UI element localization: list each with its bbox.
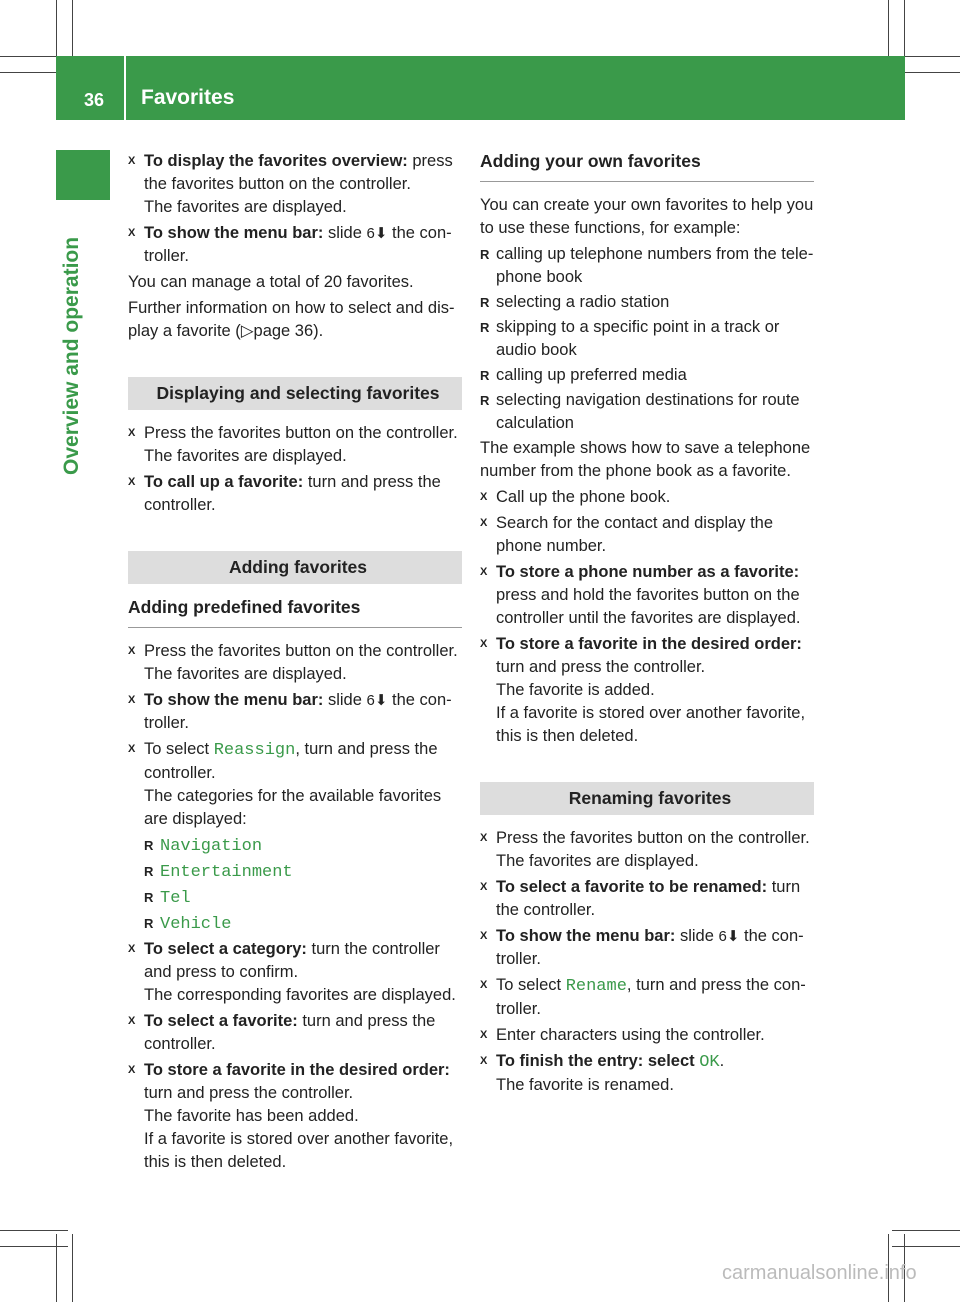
page-ref-icon: ▷ bbox=[240, 322, 254, 340]
section-title: Adding favorites bbox=[128, 551, 462, 584]
crop-mark bbox=[72, 1234, 73, 1302]
step-label: To call up a favorite: bbox=[144, 473, 304, 491]
arrow-icon: X bbox=[480, 930, 488, 942]
bullet-icon: R bbox=[144, 916, 154, 931]
subsection-title: Adding predefined favorites bbox=[128, 596, 462, 628]
step-result: The favorites are displayed. bbox=[496, 852, 699, 870]
step-label: To select a favorite: bbox=[144, 1012, 298, 1030]
menu-item-reassign: Reassign bbox=[213, 741, 296, 760]
paragraph: The example shows how to save a telephone number from the phone book as a favorite. bbox=[480, 439, 811, 480]
instruction-step bbox=[480, 633, 814, 748]
step-label: To show the menu bar: bbox=[496, 927, 676, 945]
menu-item-rename: Rename bbox=[565, 977, 627, 996]
crop-mark bbox=[0, 1246, 68, 1247]
bullet-icon: R bbox=[480, 368, 490, 383]
step-text: Enter characters using the controller. bbox=[496, 1026, 765, 1044]
controller-slide-icon: 6⬇ bbox=[718, 928, 740, 945]
instruction-step bbox=[128, 738, 462, 831]
step-text: Call up the phone book. bbox=[496, 488, 671, 506]
arrow-icon: X bbox=[480, 638, 488, 650]
arrow-icon: X bbox=[128, 476, 136, 488]
step-text: turn and press the controller. bbox=[144, 1084, 354, 1102]
page-title: Favorites bbox=[141, 86, 235, 109]
arrow-icon: X bbox=[128, 1064, 136, 1076]
menu-item-ok: OK bbox=[699, 1053, 720, 1072]
list-item-text: selecting a radio station bbox=[496, 293, 670, 311]
chapter-label: Overview and operation bbox=[60, 236, 83, 475]
arrow-icon: X bbox=[480, 1055, 488, 1067]
arrow-icon: X bbox=[480, 832, 488, 844]
list-item-text: selecting navigation destinations for route calculation bbox=[496, 391, 800, 432]
step-label: To select a category: bbox=[144, 940, 307, 958]
header-divider bbox=[124, 56, 126, 120]
step-label: To store a phone number as a favorite: bbox=[496, 563, 800, 581]
instruction-step bbox=[128, 640, 462, 686]
step-result: The favorite is renamed. bbox=[496, 1076, 674, 1094]
instruction-step bbox=[128, 1059, 462, 1174]
list-item bbox=[128, 912, 462, 936]
instruction-step bbox=[480, 925, 814, 971]
list-item bbox=[480, 389, 814, 435]
list-item bbox=[480, 243, 814, 289]
step-text: slide bbox=[323, 691, 367, 709]
subsection-title: Adding your own favorites bbox=[480, 150, 814, 182]
arrow-icon: X bbox=[480, 1029, 488, 1041]
instruction-step bbox=[128, 422, 462, 468]
list-item bbox=[128, 860, 462, 884]
instruction-step bbox=[480, 827, 814, 873]
category-tel: Tel bbox=[160, 889, 191, 908]
instruction-step bbox=[480, 876, 814, 922]
list-item bbox=[128, 834, 462, 858]
arrow-icon: X bbox=[480, 881, 488, 893]
step-label: To display the favorites overview: bbox=[144, 152, 408, 170]
right-column bbox=[480, 150, 814, 1100]
step-result: The favorites are displayed. bbox=[144, 665, 347, 683]
crop-mark bbox=[56, 1234, 57, 1302]
step-label: To store a favorite in the desired order: bbox=[144, 1061, 450, 1079]
controller-slide-icon: 6⬇ bbox=[366, 225, 388, 242]
step-text: turn and press the controller. bbox=[144, 473, 441, 514]
step-text: press the favorites button on the controller. bbox=[144, 152, 453, 193]
list-item bbox=[480, 364, 814, 387]
instruction-step bbox=[480, 974, 814, 1021]
instruction-step bbox=[128, 150, 462, 219]
step-result: The categories for the available favorites are displayed: bbox=[144, 787, 442, 828]
list-item-text: calling up telephone numbers from the tele-phone book bbox=[496, 245, 814, 286]
instruction-step bbox=[480, 561, 814, 630]
paragraph-text: ). bbox=[313, 322, 324, 340]
step-label: To finish the entry: select bbox=[496, 1052, 700, 1070]
step-text: , turn and press the controller. bbox=[144, 740, 438, 782]
section-title: Renaming favorites bbox=[480, 782, 814, 815]
list-item bbox=[480, 291, 814, 314]
step-label: To store a favorite in the desired order: bbox=[496, 635, 802, 653]
list-item-text: skipping to a specific point in a track or audio book bbox=[496, 318, 780, 359]
arrow-icon: X bbox=[128, 645, 136, 657]
category-vehicle: Vehicle bbox=[160, 915, 232, 934]
step-text: To select bbox=[496, 976, 566, 994]
arrow-icon: X bbox=[128, 227, 136, 239]
step-note: If a favorite is stored over another favorite, this is then deleted. bbox=[496, 704, 806, 745]
instruction-step bbox=[128, 1010, 462, 1056]
left-column bbox=[128, 150, 462, 1177]
step-label: To show the menu bar: bbox=[144, 691, 324, 709]
arrow-icon: X bbox=[128, 694, 136, 706]
bullet-icon: R bbox=[144, 864, 154, 879]
instruction-step bbox=[128, 689, 462, 735]
arrow-icon: X bbox=[480, 566, 488, 578]
step-text: the con-troller. bbox=[496, 927, 804, 968]
crop-mark bbox=[892, 1246, 960, 1247]
list-item bbox=[128, 886, 462, 910]
arrow-icon: X bbox=[480, 979, 488, 991]
bullet-icon: R bbox=[480, 295, 490, 310]
arrow-icon: X bbox=[128, 943, 136, 955]
category-entertainment: Entertainment bbox=[160, 863, 293, 882]
paragraph bbox=[128, 297, 462, 343]
watermark: carmanualsonline.info bbox=[722, 1262, 917, 1284]
bullet-icon: R bbox=[480, 393, 490, 408]
bullet-icon: R bbox=[144, 890, 154, 905]
controller-slide-icon: 6⬇ bbox=[366, 692, 388, 709]
step-result: The favorite is added. bbox=[496, 681, 655, 699]
instruction-step bbox=[128, 222, 462, 268]
section-tab-block bbox=[56, 150, 110, 200]
step-text: Press the favorites button on the controller. bbox=[144, 642, 458, 660]
step-text: press and hold the favorites button on the controller until the favorites are displayed. bbox=[496, 586, 801, 627]
instruction-step bbox=[128, 938, 462, 1007]
paragraph-text: Further information on how to select and dis-play a favorite ( bbox=[128, 299, 455, 340]
category-navigation: Navigation bbox=[160, 837, 263, 856]
page-number: 36 bbox=[84, 90, 105, 110]
bullet-icon: R bbox=[480, 320, 490, 335]
step-text: To select bbox=[144, 740, 214, 758]
arrow-icon: X bbox=[480, 517, 488, 529]
step-text: Press the favorites button on the controller. bbox=[496, 829, 810, 847]
instruction-step bbox=[480, 512, 814, 558]
step-label: To select a favorite to be renamed: bbox=[496, 878, 768, 896]
instruction-step bbox=[480, 1050, 814, 1097]
step-text: the con-troller. bbox=[144, 691, 452, 732]
step-text: slide bbox=[675, 927, 719, 945]
arrow-icon: X bbox=[480, 491, 488, 503]
step-text: Press the favorites button on the controller. bbox=[144, 424, 458, 442]
section-title: Displaying and selecting favorites bbox=[128, 377, 462, 410]
crop-mark bbox=[892, 1230, 960, 1231]
arrow-icon: X bbox=[128, 155, 136, 167]
step-note: If a favorite is stored over another favorite, this is then deleted. bbox=[144, 1130, 454, 1171]
step-text: , turn and press the con-troller. bbox=[496, 976, 806, 1018]
step-result: The favorite has been added. bbox=[144, 1107, 359, 1125]
instruction-step bbox=[128, 471, 462, 517]
step-text: . bbox=[719, 1052, 725, 1070]
list-item-text: calling up preferred media bbox=[496, 366, 687, 384]
step-text: turn and press the controller. bbox=[144, 1012, 436, 1053]
step-text: turn the controller. bbox=[496, 878, 801, 919]
step-result: The corresponding favorites are displayed. bbox=[144, 986, 456, 1004]
instruction-step bbox=[480, 1024, 814, 1047]
arrow-icon: X bbox=[128, 743, 136, 755]
page-ref-link[interactable]: page 36 bbox=[253, 322, 314, 340]
bullet-icon: R bbox=[144, 838, 154, 853]
list-item bbox=[480, 316, 814, 362]
step-text: the con-troller. bbox=[144, 224, 452, 265]
instruction-step bbox=[480, 486, 814, 509]
paragraph: You can manage a total of 20 favorites. bbox=[128, 273, 414, 291]
crop-mark bbox=[0, 1230, 68, 1231]
step-text: slide bbox=[323, 224, 367, 242]
arrow-icon: X bbox=[128, 427, 136, 439]
step-label: To show the menu bar: bbox=[144, 224, 324, 242]
step-text: turn and press the controller. bbox=[496, 658, 706, 676]
step-text: Search for the contact and display the phone number. bbox=[496, 514, 774, 555]
paragraph: You can create your own favorites to help you to use these functions, for example: bbox=[480, 196, 814, 237]
arrow-icon: X bbox=[128, 1015, 136, 1027]
step-result: The favorites are displayed. bbox=[144, 447, 347, 465]
step-result: The favorites are displayed. bbox=[144, 198, 347, 216]
step-text: turn the controller and press to confirm. bbox=[144, 940, 440, 981]
bullet-icon: R bbox=[480, 247, 490, 262]
